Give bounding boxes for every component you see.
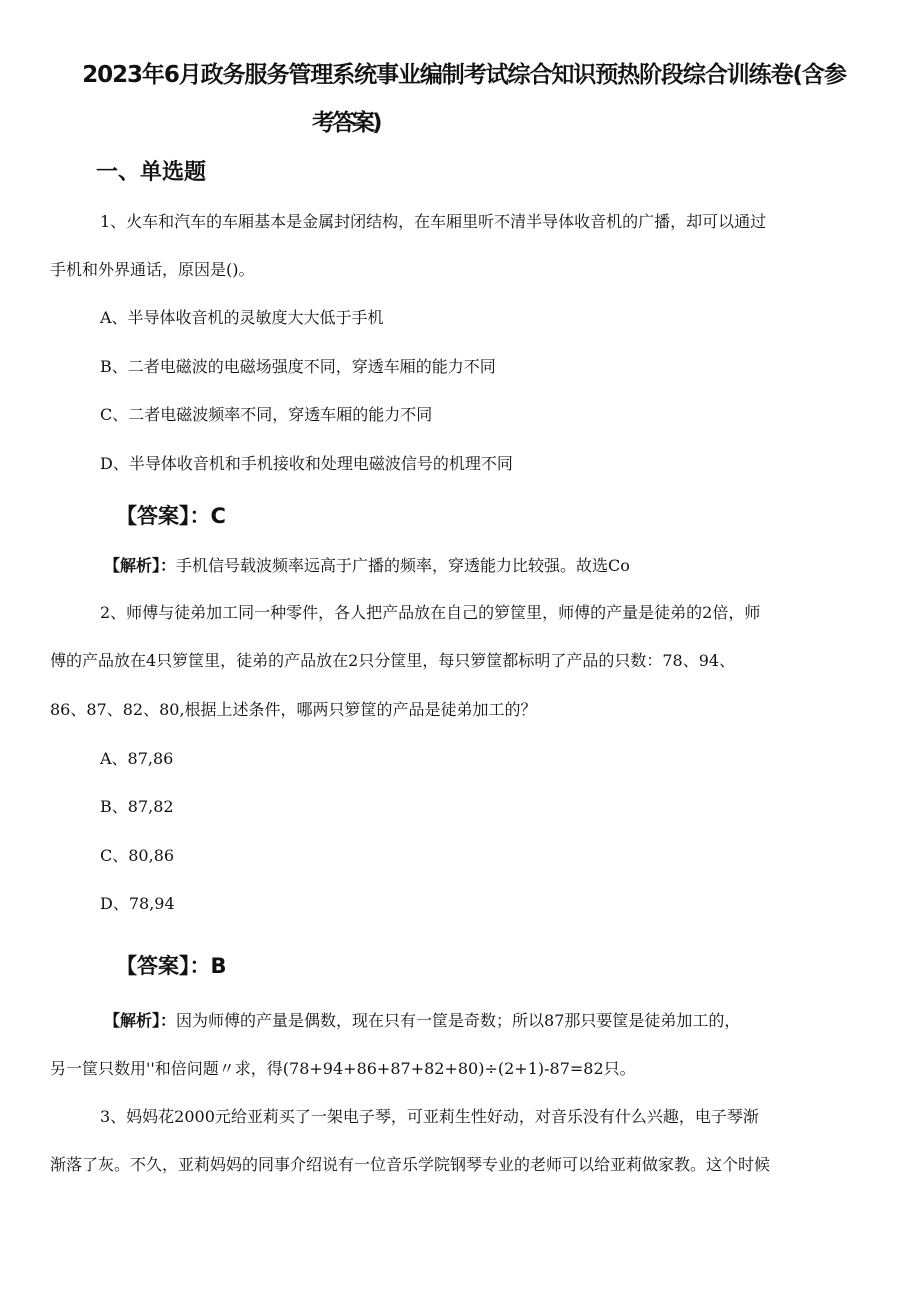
question-1-option-d: D、半导体收音机和手机接收和处理电磁波信号的机理不同 [100,454,513,473]
question-1-option-c: C、二者电磁波频率不同，穿透车厢的能力不同 [100,405,433,424]
question-2-stem-line3: 86、87、82、80,根据上述条件，哪两只箩筐的产品是徒弟加工的？ [50,700,537,719]
question-2-stem-line2: 傅的产品放在4只箩筐里，徒弟的产品放在2只分筐里，每只箩筐都标明了产品的只数：78、94、 [50,651,736,670]
section-heading: 一、单选题 [96,160,207,185]
document-title-line1: 2023年6月政务服务管理系统事业编制考试综合知识预热阶段综合训练卷(含参 [82,62,846,88]
question-3-stem-line2: 渐落了灰。不久，亚莉妈妈的同事介绍说有一位音乐学院钢琴专业的老师可以给亚莉做家教。这个时候 [50,1155,771,1174]
question-1-stem-line1: 1、火车和汽车的车厢基本是金属封闭结构，在车厢里听不清半导体收音机的广播，却可以通过 [100,212,767,231]
question-2-option-a: A、87,86 [100,749,174,768]
document-title-line2: 考答案) [312,110,380,136]
question-2-explanation-line2: 另一筐只数用''和倍问题〃求，得(78+94+86+87+82+80)÷(2+1)-87=82只。 [50,1059,636,1078]
question-2-option-c: C、80,86 [100,846,175,865]
explanation-text: 手机信号载波频率远高于广播的频率，穿透能力比较强。故选Co [176,556,630,575]
question-1-answer: 【答案】：C [116,504,226,528]
explanation-label: 【解析】： [104,556,177,575]
explanation-text: 因为师傅的产量是偶数，现在只有一筐是奇数；所以87那只要筐是徒弟加工的， [176,1011,741,1030]
question-1-stem-line2: 手机和外界通话，原因是()。 [50,260,255,279]
question-2-option-d: D、78,94 [100,894,175,913]
question-2-stem-line1: 2、师傅与徒弟加工同一种零件，各人把产品放在自己的箩筐里，师傅的产量是徒弟的2倍，师 [100,603,761,622]
question-2-explanation-line1 [104,1009,740,1033]
explanation-label: 【解析】： [104,1011,177,1030]
question-1-option-b: B、二者电磁波的电磁场强度不同，穿透车厢的能力不同 [100,357,496,376]
question-2-option-b: B、87,82 [100,797,174,816]
question-1-explanation [104,554,630,578]
question-3-stem-line1: 3、妈妈花2000元给亚莉买了一架电子琴，可亚莉生性好动，对音乐没有什么兴趣，电子琴渐 [100,1107,759,1126]
question-1-option-a: A、半导体收音机的灵敏度大大低于手机 [100,308,384,327]
question-2-answer: 【答案】：B [116,954,227,978]
